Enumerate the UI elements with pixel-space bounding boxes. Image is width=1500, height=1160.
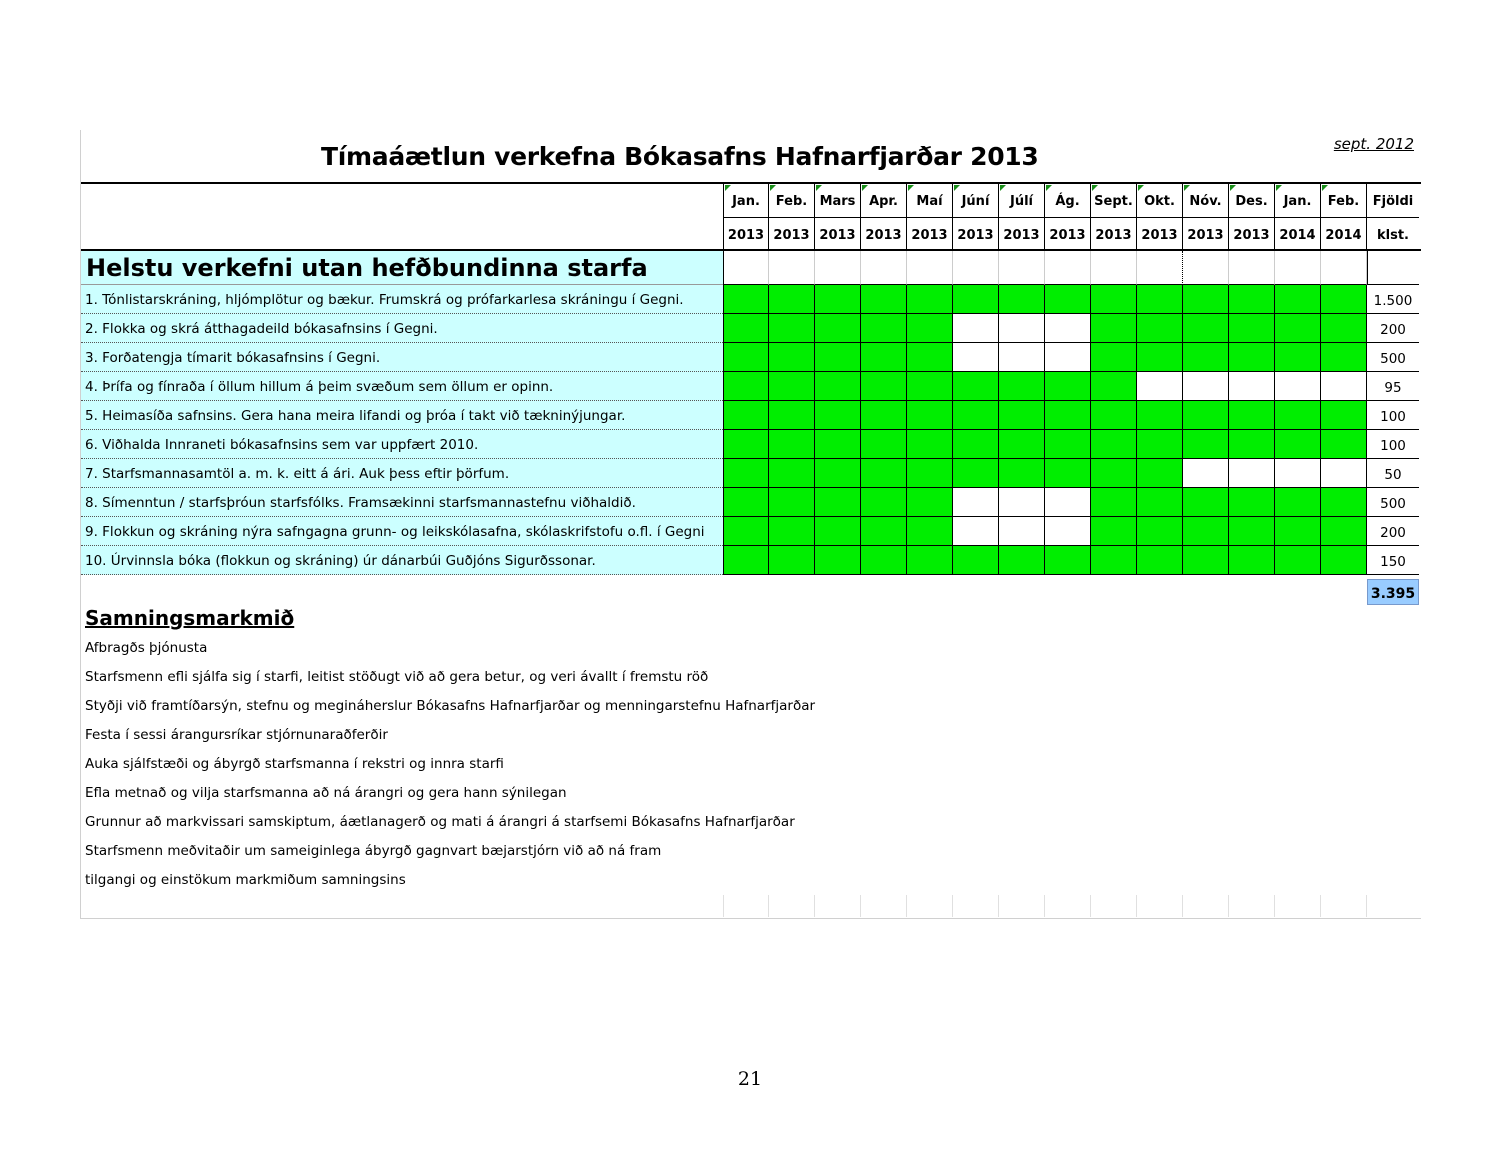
year-label: 2013: [1095, 228, 1132, 243]
year-label: 2013: [957, 228, 994, 243]
task-row: [81, 546, 1421, 575]
scheduled-cell: [1275, 285, 1321, 314]
scheduled-cell: [953, 459, 999, 488]
month-column-header: [1275, 184, 1321, 249]
empty-cell: [723, 251, 769, 285]
cell-marker: [1000, 185, 1006, 191]
cell-marker: [725, 185, 731, 191]
scheduled-cell: [907, 546, 953, 575]
goal-item: Festa í sessi árangursríkar stjórnunaraðferðir: [85, 727, 388, 743]
scheduled-cell: [1091, 459, 1137, 488]
scheduled-cell: [769, 488, 815, 517]
empty-cell: [769, 251, 815, 285]
scheduled-cell: [1091, 343, 1137, 372]
unscheduled-cell: [999, 517, 1045, 546]
unscheduled-cell: [1229, 372, 1275, 401]
scheduled-cell: [861, 401, 907, 430]
unscheduled-cell: [953, 488, 999, 517]
unscheduled-cell: [1045, 517, 1091, 546]
month-label: Okt.: [1144, 194, 1175, 209]
empty-cell: [815, 251, 861, 285]
scheduled-cell: [953, 372, 999, 401]
month-column-header: [1045, 184, 1091, 249]
cell-marker: [862, 185, 868, 191]
empty-cell: [1321, 895, 1367, 917]
page-title: Tímaáætlun verkefna Bókasafns Hafnarfjarðar 2013: [321, 142, 1039, 171]
scheduled-cell: [1321, 488, 1367, 517]
scheduled-cell: [1275, 401, 1321, 430]
month-column-header: [1091, 184, 1137, 249]
month-column-header: [953, 184, 999, 249]
month-label: Júlí: [1009, 194, 1033, 209]
scheduled-cell: [999, 459, 1045, 488]
scheduled-cell: [1091, 488, 1137, 517]
task-label: 5. Heimasíða safnsins. Gera hana meira lifandi og þróa í takt við tækninýjungar.: [81, 401, 723, 430]
scheduled-cell: [861, 546, 907, 575]
hours-header-line2: klst.: [1377, 228, 1409, 243]
task-label: 2. Flokka og skrá átthagadeild bókasafnsins í Gegni.: [81, 314, 723, 343]
scheduled-cell: [815, 401, 861, 430]
unscheduled-cell: [1275, 459, 1321, 488]
scheduled-cell: [1229, 314, 1275, 343]
task-label: 1. Tónlistarskráning, hljómplötur og bækur. Frumskrá og prófarkarlesa skráningu í Gegni.: [81, 285, 723, 314]
goal-item: Starfsmenn efli sjálfa sig í starfi, leitist stöðugt við að gera betur, og veri ávallt í fremstu röð: [85, 669, 709, 685]
scheduled-cell: [1229, 430, 1275, 459]
header-mid-line: [1091, 217, 1136, 218]
header-mid-line: [953, 217, 998, 218]
unscheduled-cell: [1321, 372, 1367, 401]
scheduled-cell: [815, 285, 861, 314]
scheduled-cell: [953, 401, 999, 430]
scheduled-cell: [815, 343, 861, 372]
year-label: 2013: [819, 228, 856, 243]
year-label: 2013: [865, 228, 902, 243]
month-label: Feb.: [775, 194, 808, 209]
scheduled-cell: [1183, 488, 1229, 517]
scheduled-cell: [861, 314, 907, 343]
task-row: [81, 459, 1421, 488]
task-hours: 100: [1367, 430, 1419, 459]
cell-marker: [1322, 185, 1328, 191]
task-label: 3. Forðatengja tímarit bókasafnsins í Gegni.: [81, 343, 723, 372]
scheduled-cell: [769, 314, 815, 343]
scheduled-cell: [1091, 314, 1137, 343]
year-label: 2014: [1279, 228, 1316, 243]
month-label: Sept.: [1094, 194, 1133, 209]
task-hours: 100: [1367, 401, 1419, 430]
schedule-sheet: [80, 130, 1421, 919]
year-label: 2013: [1049, 228, 1086, 243]
year-label: 2013: [727, 228, 765, 243]
month-column-header: [907, 184, 953, 249]
task-row: [81, 517, 1421, 546]
empty-cell: [769, 895, 815, 917]
scheduled-cell: [815, 372, 861, 401]
scheduled-cell: [723, 517, 769, 546]
scheduled-cell: [1045, 285, 1091, 314]
month-column-header: [1137, 184, 1183, 249]
unscheduled-cell: [999, 343, 1045, 372]
scheduled-cell: [815, 488, 861, 517]
scheduled-cell: [815, 314, 861, 343]
year-label: 2013: [911, 228, 948, 243]
goal-item: tilgangi og einstökum markmiðum samningsins: [85, 872, 406, 888]
scheduled-cell: [1137, 401, 1183, 430]
unscheduled-cell: [1321, 459, 1367, 488]
scheduled-cell: [1045, 430, 1091, 459]
empty-cell: [1045, 895, 1091, 917]
goal-item: Efla metnað og vilja starfsmanna að ná árangri og gera hann sýnilegan: [85, 785, 567, 801]
scheduled-cell: [861, 430, 907, 459]
scheduled-cell: [861, 517, 907, 546]
scheduled-cell: [1229, 488, 1275, 517]
empty-cell: [1229, 251, 1275, 285]
scheduled-cell: [1229, 401, 1275, 430]
scheduled-cell: [1275, 517, 1321, 546]
task-hours: 95: [1367, 372, 1419, 401]
scheduled-cell: [1321, 285, 1367, 314]
empty-cell: [953, 251, 999, 285]
scheduled-cell: [723, 401, 769, 430]
scheduled-cell: [1137, 459, 1183, 488]
scheduled-cell: [861, 488, 907, 517]
hours-header-line1: Fjöldi: [1372, 194, 1414, 209]
scheduled-cell: [1229, 343, 1275, 372]
year-label: 2013: [1141, 228, 1178, 243]
task-label: 10. Úrvinnsla bóka (flokkun og skráning) úr dánarbúi Guðjóns Sigurðssonar.: [81, 546, 723, 575]
month-column-header: [769, 184, 815, 249]
empty-cell: [1367, 251, 1419, 285]
goals-heading: Samningsmarkmið: [85, 606, 295, 630]
scheduled-cell: [907, 285, 953, 314]
scheduled-cell: [769, 372, 815, 401]
scheduled-cell: [861, 285, 907, 314]
scheduled-cell: [1321, 343, 1367, 372]
task-hours: 200: [1367, 314, 1419, 343]
unscheduled-cell: [1229, 459, 1275, 488]
scheduled-cell: [1091, 546, 1137, 575]
task-row: [81, 401, 1421, 430]
scheduled-cell: [907, 459, 953, 488]
year-label: 2014: [1325, 228, 1362, 243]
month-column-header: [861, 184, 907, 249]
scheduled-cell: [1275, 546, 1321, 575]
scheduled-cell: [907, 372, 953, 401]
scheduled-cell: [815, 459, 861, 488]
scheduled-cell: [769, 517, 815, 546]
task-row: [81, 488, 1421, 517]
task-hours: 1.500: [1367, 285, 1419, 314]
task-row: [81, 430, 1421, 459]
scheduled-cell: [723, 314, 769, 343]
year-label: 2013: [1003, 228, 1040, 243]
cell-marker: [1046, 185, 1052, 191]
month-label: Des.: [1235, 194, 1268, 209]
scheduled-cell: [1091, 401, 1137, 430]
unscheduled-cell: [1045, 343, 1091, 372]
month-label: Nóv.: [1189, 194, 1222, 209]
empty-cell: [1229, 895, 1275, 917]
empty-cell: [1091, 895, 1137, 917]
scheduled-cell: [1091, 285, 1137, 314]
task-label: 4. Þrífa og fínraða í öllum hillum á þeim svæðum sem öllum er opinn.: [81, 372, 723, 401]
scheduled-cell: [1275, 430, 1321, 459]
header-mid-line: [907, 217, 952, 218]
task-label: 8. Símenntun / starfsþróun starfsfólks. Framsækinni starfsmannastefnu viðhaldið.: [81, 488, 723, 517]
year-label: 2013: [1233, 228, 1270, 243]
cell-marker: [1230, 185, 1236, 191]
task-hours: 50: [1367, 459, 1419, 488]
scheduled-cell: [907, 430, 953, 459]
scheduled-cell: [1183, 314, 1229, 343]
scheduled-cell: [1275, 314, 1321, 343]
goal-item: Auka sjálfstæði og ábyrgð starfsmanna í rekstri og innra starfi: [85, 756, 504, 772]
year-label: 2013: [773, 228, 810, 243]
empty-cell: [1183, 895, 1229, 917]
scheduled-cell: [861, 372, 907, 401]
unscheduled-cell: [953, 314, 999, 343]
scheduled-cell: [1183, 343, 1229, 372]
scheduled-cell: [1137, 517, 1183, 546]
task-label: 9. Flokkun og skráning nýra safngagna grunn- og leikskólasafna, skólaskrifstofu o.fl. í Gegni: [81, 517, 723, 546]
goal-item: Starfsmenn meðvitaðir um sameiginlega ábyrgð gagnvart bæjarstjórn við að ná fram: [85, 843, 662, 859]
month-column-header: [1229, 184, 1275, 249]
empty-cell: [1275, 895, 1321, 917]
scheduled-cell: [769, 401, 815, 430]
header-mid-line: [1137, 217, 1182, 218]
scheduled-cell: [769, 430, 815, 459]
task-label: 6. Viðhalda Innraneti bókasafnsins sem var uppfært 2010.: [81, 430, 723, 459]
scheduled-cell: [1183, 401, 1229, 430]
total-hours: 3.395: [1367, 579, 1419, 605]
task-row: [81, 343, 1421, 372]
scheduled-cell: [1137, 314, 1183, 343]
month-label: Apr.: [869, 194, 898, 209]
cell-marker: [954, 185, 960, 191]
empty-cell: [1275, 251, 1321, 285]
scheduled-cell: [1137, 343, 1183, 372]
header-mid-line: [1367, 217, 1419, 218]
month-label: Ág.: [1055, 194, 1080, 209]
month-label: Júní: [961, 194, 990, 209]
scheduled-cell: [999, 430, 1045, 459]
scheduled-cell: [1091, 517, 1137, 546]
cell-marker: [908, 185, 914, 191]
task-hours: 150: [1367, 546, 1419, 575]
empty-cell: [953, 895, 999, 917]
header-mid-line: [815, 217, 860, 218]
month-label: Mars: [819, 194, 856, 209]
scheduled-cell: [999, 285, 1045, 314]
scheduled-cell: [1321, 517, 1367, 546]
cell-marker: [1092, 185, 1098, 191]
scheduled-cell: [1137, 430, 1183, 459]
task-hours: 500: [1367, 488, 1419, 517]
scheduled-cell: [1091, 430, 1137, 459]
task-row: [81, 285, 1421, 314]
empty-cell: [861, 895, 907, 917]
date-label: sept. 2012: [1333, 135, 1414, 153]
month-column-header: [999, 184, 1045, 249]
scheduled-cell: [1183, 285, 1229, 314]
scheduled-cell: [769, 343, 815, 372]
scheduled-cell: [907, 343, 953, 372]
empty-cell: [1045, 251, 1091, 285]
scheduled-cell: [1229, 546, 1275, 575]
hours-column-header: [1367, 184, 1419, 249]
scheduled-cell: [723, 343, 769, 372]
scheduled-cell: [1275, 343, 1321, 372]
empty-cell: [861, 251, 907, 285]
cell-marker: [816, 185, 822, 191]
scheduled-cell: [815, 517, 861, 546]
scheduled-cell: [1321, 546, 1367, 575]
scheduled-cell: [999, 401, 1045, 430]
scheduled-cell: [1321, 401, 1367, 430]
scheduled-cell: [1045, 546, 1091, 575]
scheduled-cell: [815, 546, 861, 575]
scheduled-cell: [1321, 314, 1367, 343]
task-hours: 200: [1367, 517, 1419, 546]
empty-cell: [1183, 251, 1229, 285]
month-column-header: [815, 184, 861, 249]
month-label: Jan.: [732, 194, 760, 209]
header-mid-line: [1045, 217, 1090, 218]
scheduled-cell: [953, 285, 999, 314]
header-mid-line: [724, 217, 768, 218]
scheduled-cell: [1229, 517, 1275, 546]
unscheduled-cell: [1137, 372, 1183, 401]
scheduled-cell: [723, 488, 769, 517]
header-mid-line: [999, 217, 1044, 218]
scheduled-cell: [769, 546, 815, 575]
scheduled-cell: [815, 430, 861, 459]
cell-marker: [770, 185, 776, 191]
page-number: 21: [737, 1068, 763, 1090]
empty-cell: [815, 895, 861, 917]
section-heading: Helstu verkefni utan hefðbundinna starfa: [81, 251, 723, 285]
unscheduled-cell: [953, 343, 999, 372]
scheduled-cell: [1275, 488, 1321, 517]
scheduled-cell: [769, 285, 815, 314]
scheduled-cell: [723, 546, 769, 575]
task-hours: 500: [1367, 343, 1419, 372]
year-label: 2013: [1187, 228, 1224, 243]
empty-cell: [1367, 895, 1419, 917]
scheduled-cell: [1045, 459, 1091, 488]
scheduled-cell: [1183, 430, 1229, 459]
month-column-header: [723, 184, 769, 249]
cell-marker: [1184, 185, 1190, 191]
scheduled-cell: [723, 372, 769, 401]
task-row: [81, 314, 1421, 343]
scheduled-cell: [1091, 372, 1137, 401]
unscheduled-cell: [1275, 372, 1321, 401]
unscheduled-cell: [1183, 459, 1229, 488]
scheduled-cell: [723, 430, 769, 459]
header-mid-line: [1183, 217, 1228, 218]
cell-marker: [1276, 185, 1282, 191]
header-mid-line: [1321, 217, 1366, 218]
scheduled-cell: [907, 517, 953, 546]
task-row: [81, 372, 1421, 401]
scheduled-cell: [1183, 517, 1229, 546]
unscheduled-cell: [953, 517, 999, 546]
scheduled-cell: [723, 285, 769, 314]
scheduled-cell: [953, 546, 999, 575]
cell-marker: [1138, 185, 1144, 191]
scheduled-cell: [1183, 546, 1229, 575]
scheduled-cell: [1137, 285, 1183, 314]
scheduled-cell: [953, 430, 999, 459]
header-mid-line: [1229, 217, 1274, 218]
task-label: 7. Starfsmannasamtöl a. m. k. eitt á ári. Auk þess eftir þörfum.: [81, 459, 723, 488]
scheduled-cell: [1045, 401, 1091, 430]
unscheduled-cell: [999, 314, 1045, 343]
goal-item: Grunnur að markvissari samskiptum, áætlanagerð og mati á árangri á starfsemi Bókasafns Hafnarfjarðar: [85, 814, 795, 830]
empty-cell: [907, 895, 953, 917]
month-label: Jan.: [1283, 194, 1312, 209]
month-label: Feb.: [1327, 194, 1360, 209]
month-column-header: [1321, 184, 1367, 249]
header-mid-line: [769, 217, 814, 218]
empty-cell: [999, 895, 1045, 917]
empty-cell: [907, 251, 953, 285]
scheduled-cell: [907, 314, 953, 343]
scheduled-cell: [1321, 430, 1367, 459]
scheduled-cell: [769, 459, 815, 488]
scheduled-cell: [907, 488, 953, 517]
scheduled-cell: [1229, 285, 1275, 314]
unscheduled-cell: [1045, 314, 1091, 343]
unscheduled-cell: [999, 488, 1045, 517]
month-label: Maí: [916, 194, 943, 209]
empty-cell: [1321, 251, 1367, 285]
empty-cell: [1137, 895, 1183, 917]
scheduled-cell: [861, 343, 907, 372]
scheduled-cell: [1137, 546, 1183, 575]
scheduled-cell: [723, 459, 769, 488]
scheduled-cell: [999, 546, 1045, 575]
unscheduled-cell: [1183, 372, 1229, 401]
empty-cell: [1137, 251, 1183, 285]
empty-cell: [723, 895, 769, 917]
scheduled-cell: [1137, 488, 1183, 517]
scheduled-cell: [1045, 372, 1091, 401]
goal-item: Afbragðs þjónusta: [85, 640, 208, 656]
scheduled-cell: [861, 459, 907, 488]
empty-cell: [1091, 251, 1137, 285]
header-mid-line: [1275, 217, 1320, 218]
scheduled-cell: [907, 401, 953, 430]
unscheduled-cell: [1045, 488, 1091, 517]
header-mid-line: [861, 217, 906, 218]
goal-item: Styðji við framtíðarsýn, stefnu og megináherslur Bókasafns Hafnarfjarðar og menningarstefnu Hafnarfjarðar: [85, 698, 816, 714]
scheduled-cell: [999, 372, 1045, 401]
month-column-header: [1183, 184, 1229, 249]
empty-cell: [999, 251, 1045, 285]
